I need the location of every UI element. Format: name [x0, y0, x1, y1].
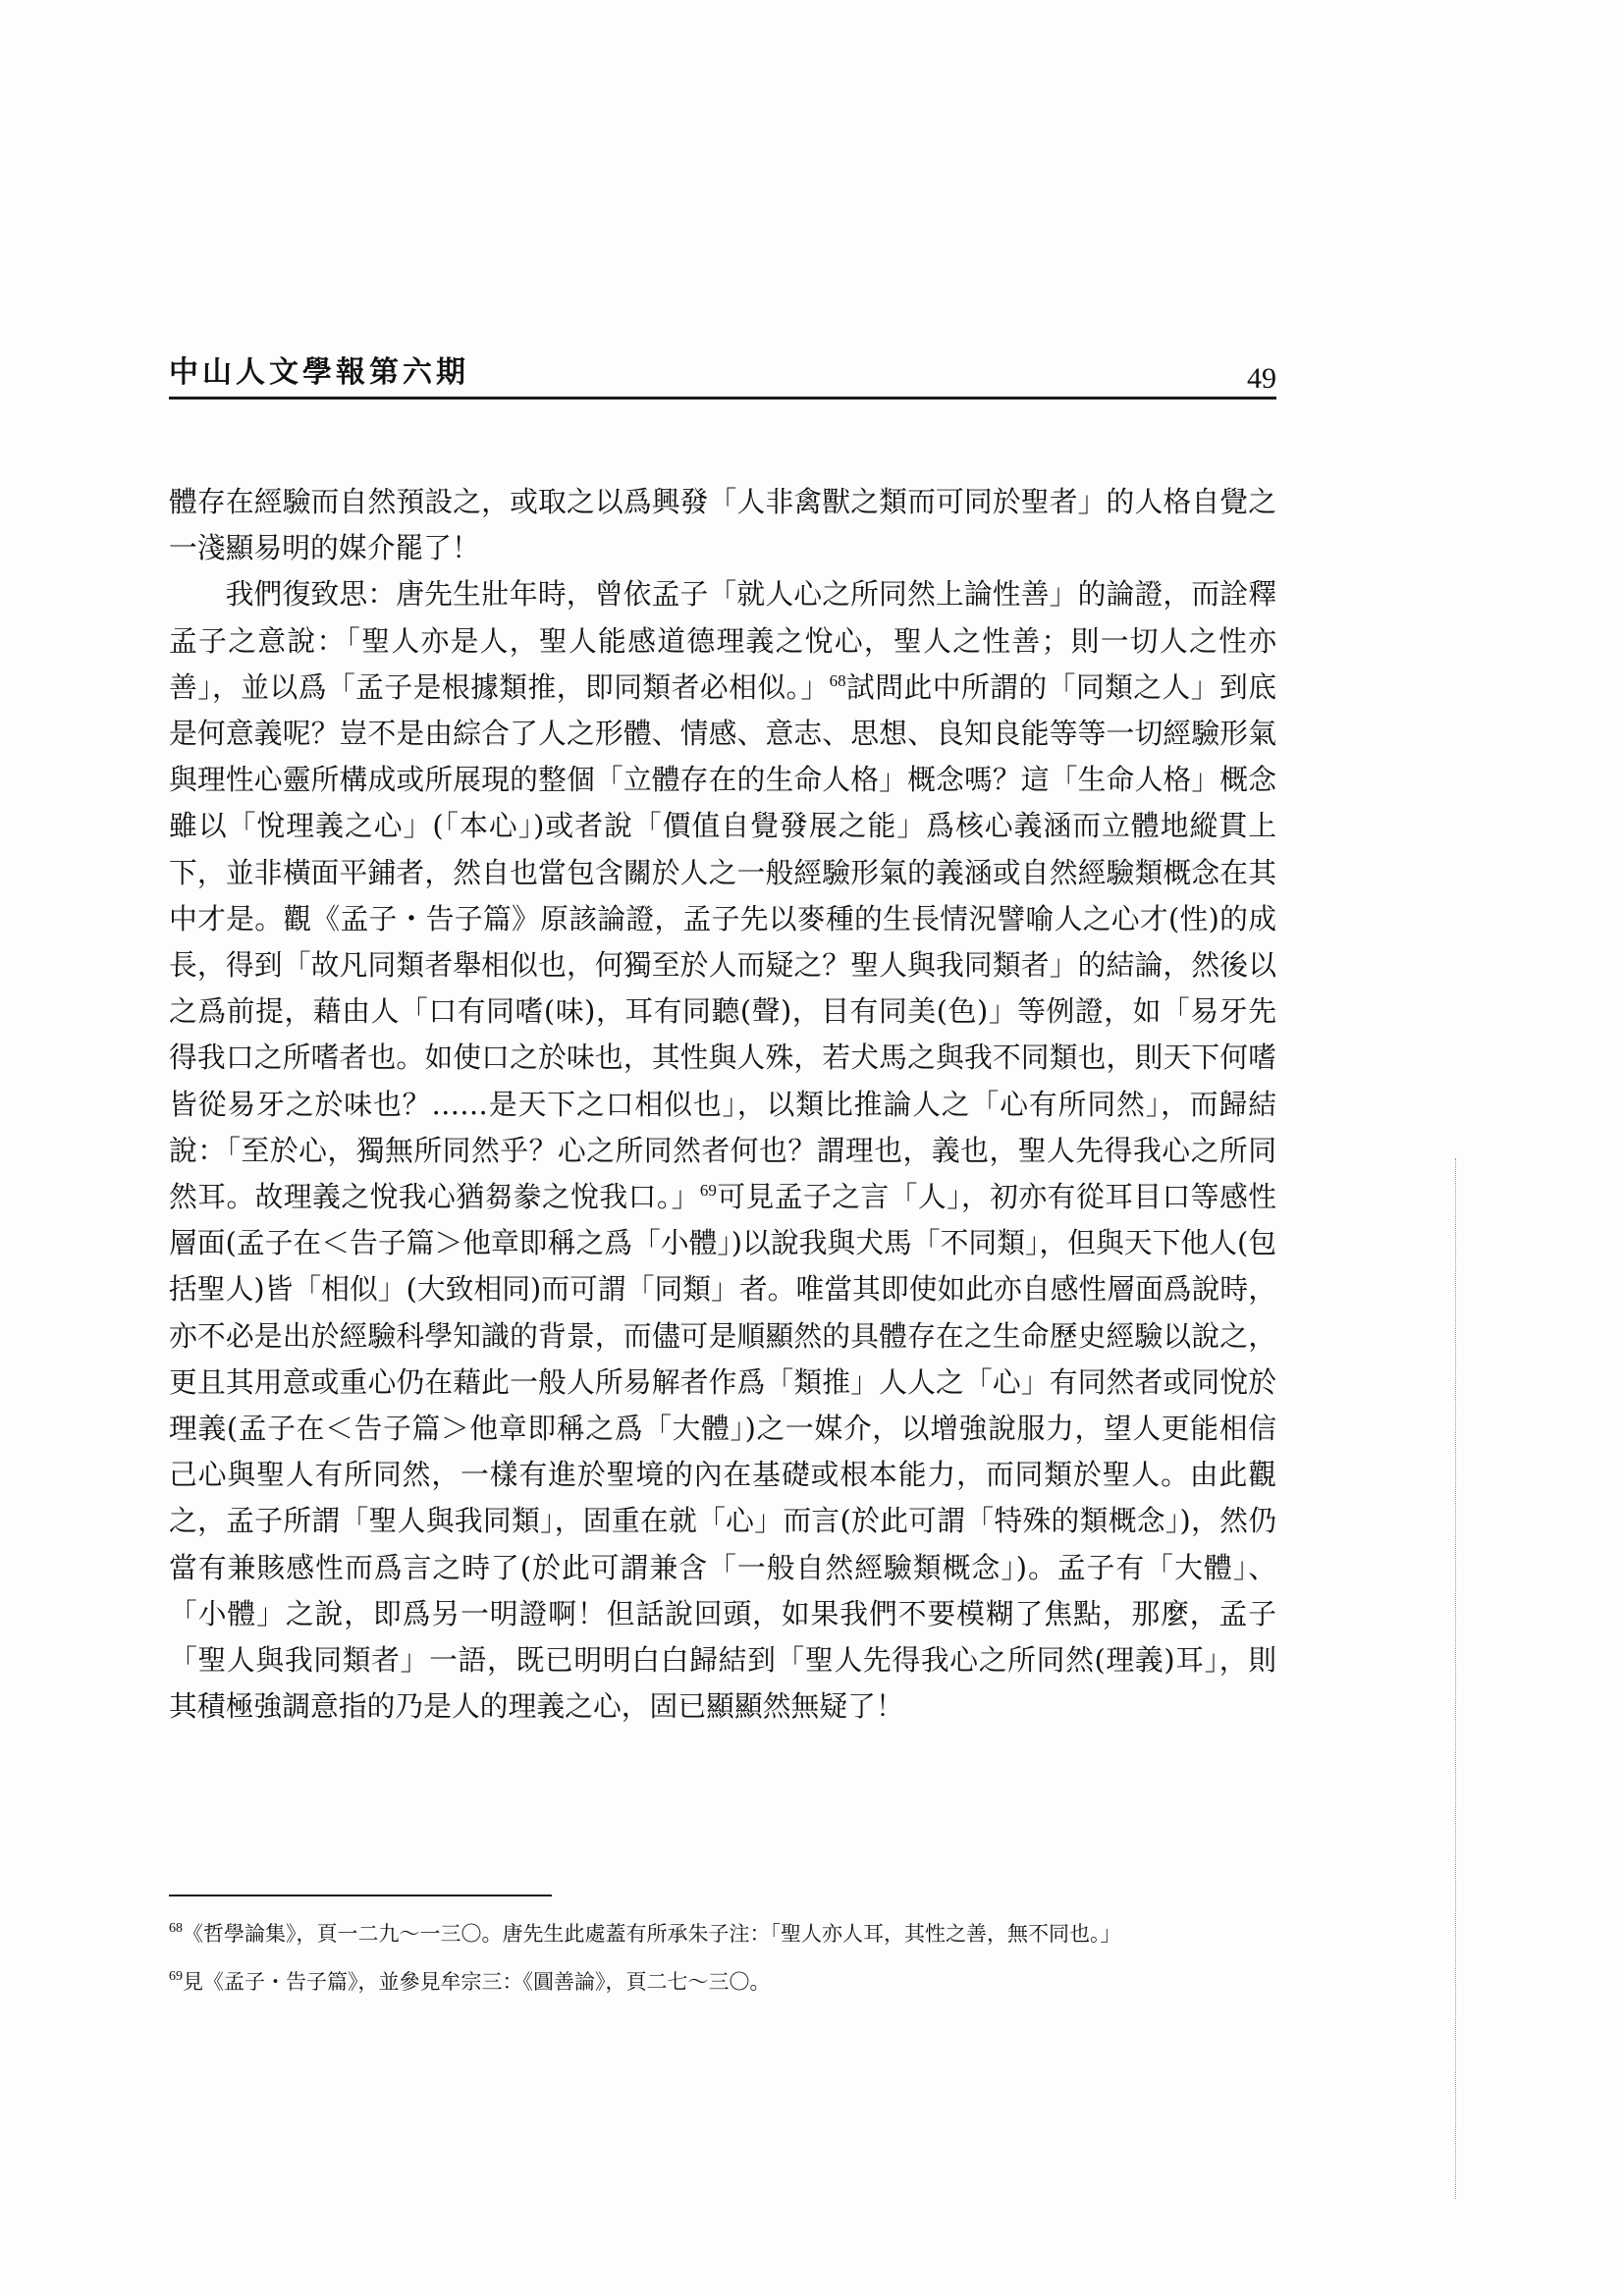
footnote-ref-69[interactable]: 69 — [699, 1181, 717, 1201]
footnote-text: 見《孟子・告子篇》，並參見牟宗三：《圓善論》，頁二七～三〇。 — [183, 1970, 771, 1994]
footnote-68 — [169, 1916, 1276, 1952]
footnote-rule — [169, 1895, 552, 1896]
footnotes — [169, 1916, 1276, 2012]
page-number: 49 — [1247, 362, 1276, 395]
footnote-69 — [169, 1964, 1276, 2001]
footnote-text: 《哲學論集》，頁一二九～一三〇。唐先生此處蓋有所承朱子注：「聖人亦人耳，其性之善，無不同也。」 — [183, 1922, 1121, 1946]
journal-title: 中山人文學報第六期 — [169, 355, 469, 390]
running-header — [169, 353, 1276, 397]
footnote-ref-68[interactable]: 68 — [829, 670, 846, 690]
footnote-number: 68 — [169, 1921, 183, 1936]
paragraph-2-part-3: 可見孟子之言「人」，初亦有從耳目口等感性層面(孟子在＜告子篇＞他章即稱之爲「小體」)以說我與犬馬「不同類」，但與天下他人(包括聖人)皆「相似」(大致相同)而可謂「同類」者。唯當其即使如此亦自感性層面爲說時，亦不必是出於經驗科學知識的背景，而儘可是順顯然的具體存在之生命歷史經驗以說之，更且其用意或重心仍在藉此一般人所易解者作爲「類推」人人之「心」有同然者或同悅於理義(孟子在＜告子篇＞他章即稱之爲「大體」)之一媒介，以增強說服力，望人更能相信己心與聖人有所同然，一樣有進於聖境的內在基礎或根本能力，而同類於聖人。由此觀之，孟子所謂「聖人與我同類」，固重在就「心」而言(於此可謂「特殊的類概念」)，然仍當有兼賅感性而爲言之時了(於此可謂兼含「一般自然經驗類概念」)。孟子有「大體」、「小體」之說，即爲另一明證啊！但話說回頭，如果我們不要模糊了焦點，那麼，孟子「聖人與我同類者」一語，既已明明白白歸結到「聖人先得我心之所同然(理義)耳」，則其積極強調意指的乃是人的理義之心，固已顯顯然無疑了！ — [169, 1180, 1276, 1724]
footnote-number: 69 — [169, 1969, 183, 1984]
main-text — [169, 479, 1276, 1730]
scan-margin-line — [1455, 1158, 1457, 2199]
paragraph-1: 體存在經驗而自然預設之，或取之以爲興發「人非禽獸之類而可同於聖者」的人格自覺之一淺顯易明的媒介罷了！ — [169, 485, 1276, 565]
paragraph-2-part-1: 我們復致思：唐先生壯年時，曾依孟子「就人心之所同然上論性善」的論證，而詮釋孟子之意說：「聖人亦是人，聖人能感道德理義之悅心，聖人之性善；則一切人之性亦善」，並以爲「孟子是根據類推，即同類者必相似。」 — [169, 577, 1276, 704]
paragraph-2 — [169, 571, 1276, 1730]
header-rule — [169, 397, 1276, 400]
paragraph-2-part-2: 試問此中所謂的「同類之人」到底是何意義呢？豈不是由綜合了人之形體、情感、意志、思想、良知良能等等一切經驗形氣與理性心靈所構成或所展現的整個「立體存在的生命人格」概念嗎？這「生命人格」概念雖以「悅理義之心」(「本心」)或者說「價值自覺發展之能」爲核心義涵而立體地縱貫上下，並非橫面平鋪者，然自也當包含關於人之一般經驗形氣的義涵或自然經驗類概念在其中才是。觀《孟子・告子篇》原該論證，孟子先以麥種的生長情況譬喻人之心才(性)的成長，得到「故凡同類者舉相似也，何獨至於人而疑之？聖人與我同類者」的結論，然後以之爲前提，藉由人「口有同嗜(味)，耳有同聽(聲)，目有同美(色)」等例證，如「易牙先得我口之所嗜者也。如使口之於味也，其性與人殊，若犬馬之與我不同類也，則天下何嗜皆從易牙之於味也？……是天下之口相似也」，以類比推論人之「心有所同然」，而歸結說：「至於心，獨無所同然乎？心之所同然者何也？謂理也，義也，聖人先得我心之所同然耳。故理義之悅我心猶芻豢之悅我口。」 — [169, 669, 1276, 1214]
